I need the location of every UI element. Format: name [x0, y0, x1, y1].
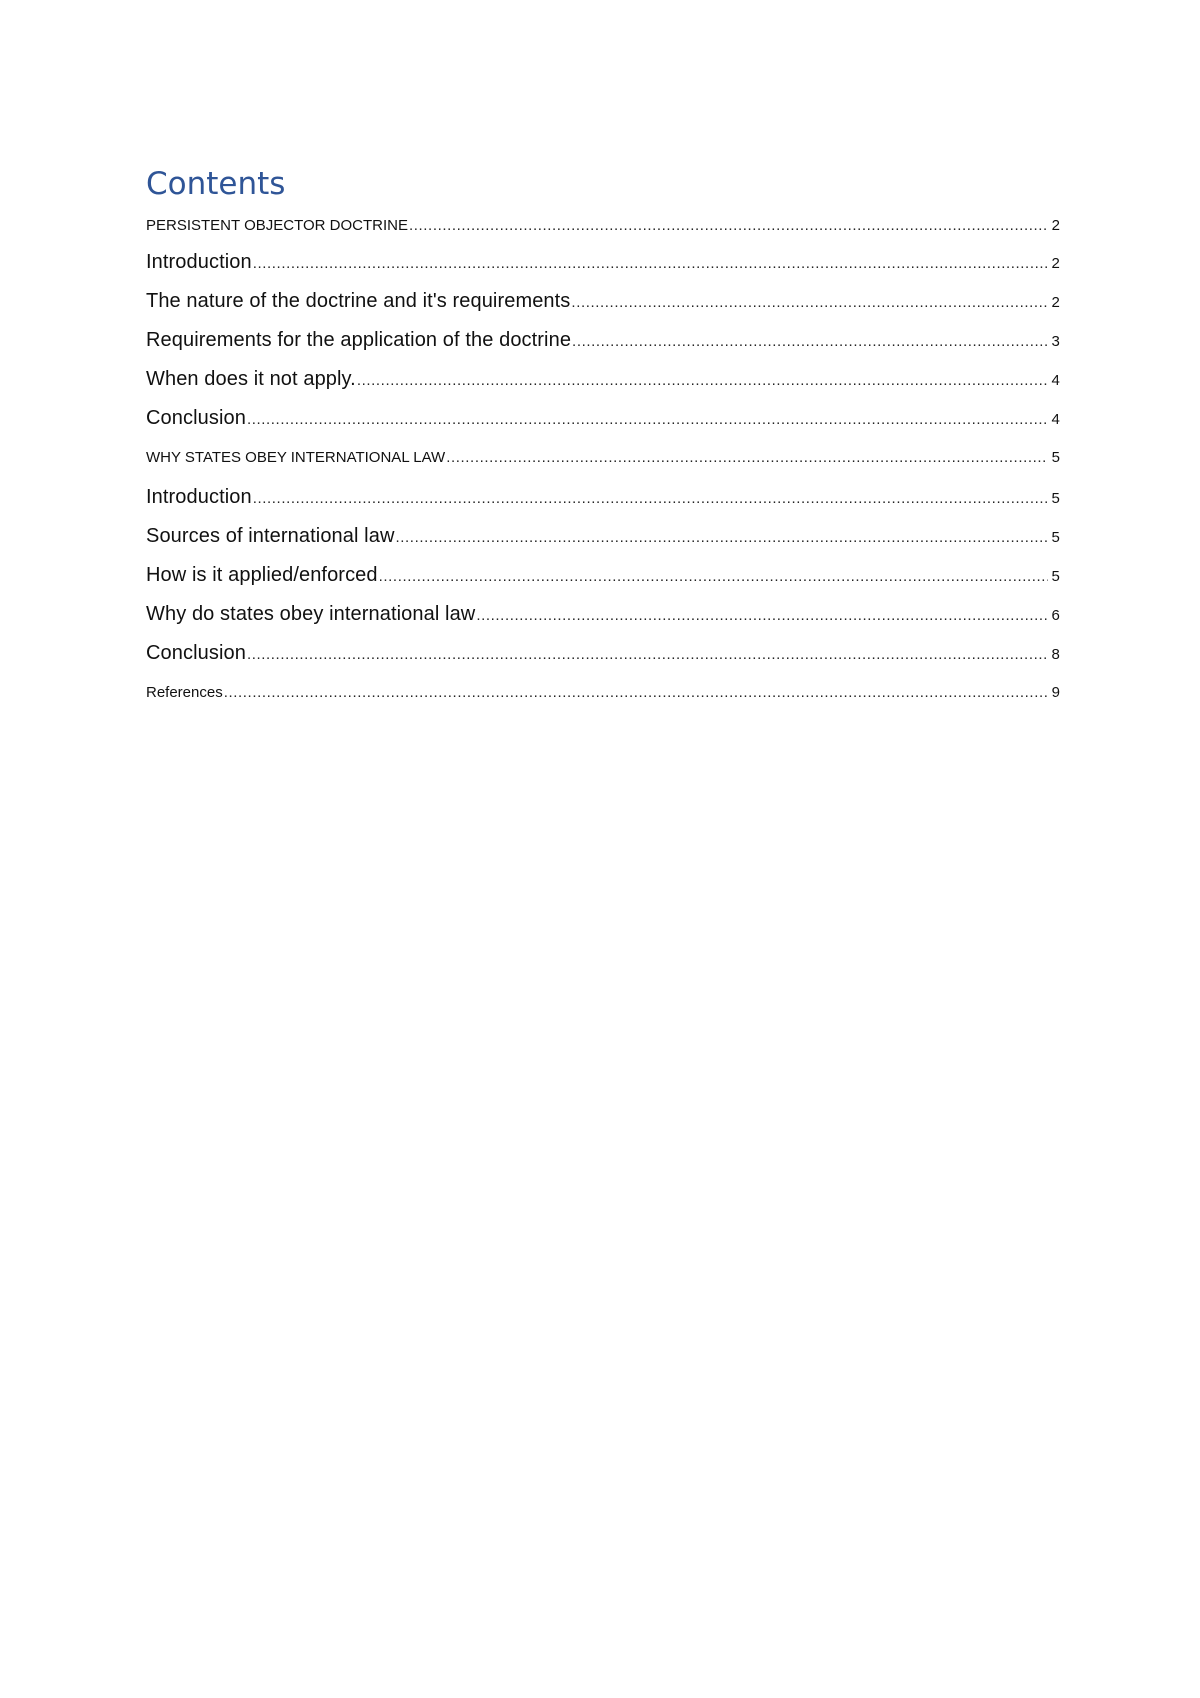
toc-dot-leader	[446, 438, 1048, 478]
toc-dot-leader	[224, 673, 1048, 713]
toc-entry-introduction-2[interactable]	[146, 478, 1060, 517]
toc-entry-label: Sources of international law	[146, 525, 395, 548]
toc-entry-when-not-apply[interactable]	[146, 360, 1060, 399]
toc-dot-leader	[253, 244, 1048, 283]
toc-page-number: 6	[1051, 607, 1060, 625]
toc-page-number: 3	[1051, 333, 1060, 351]
toc-entry-label: Introduction	[146, 251, 252, 274]
toc-dot-leader	[253, 479, 1048, 518]
toc-entry-label: How is it applied/enforced	[146, 564, 378, 587]
toc-page-number: 8	[1051, 646, 1060, 664]
toc-dot-leader	[571, 283, 1048, 322]
toc-title: Contents	[146, 166, 286, 202]
toc-page-number: 4	[1051, 411, 1060, 429]
toc-entry-label: WHY STATES OBEY INTERNATIONAL LAW	[146, 449, 446, 467]
toc-dot-leader	[476, 596, 1048, 635]
toc-page-number: 2	[1051, 255, 1060, 273]
toc-entry-conclusion-2[interactable]	[146, 634, 1060, 673]
toc-list	[146, 209, 1060, 713]
toc-entry-references[interactable]	[146, 673, 1060, 713]
toc-dot-leader	[247, 400, 1048, 439]
toc-entry-label: Conclusion	[146, 642, 246, 665]
toc-entry-nature-of-doctrine[interactable]	[146, 282, 1060, 321]
toc-entry-why-do-states-obey[interactable]	[146, 595, 1060, 634]
toc-entry-sources-international-law[interactable]	[146, 517, 1060, 556]
toc-entry-label: References	[146, 684, 223, 702]
toc-entry-why-states-obey[interactable]	[146, 438, 1060, 478]
toc-entry-label: The nature of the doctrine and it's requirements	[146, 290, 571, 313]
toc-page-number: 2	[1051, 217, 1060, 235]
toc-dot-leader	[572, 322, 1048, 361]
toc-entry-label: Conclusion	[146, 407, 246, 430]
toc-page-number: 5	[1051, 449, 1060, 467]
toc-page-number: 5	[1051, 568, 1060, 586]
toc-dot-leader	[379, 557, 1048, 596]
toc-dot-leader	[357, 361, 1048, 400]
toc-page-number: 5	[1051, 529, 1060, 547]
toc-entry-label: When does it not apply.	[146, 368, 356, 391]
toc-entry-label: Introduction	[146, 486, 252, 509]
toc-entry-persistent-objector-doctrine[interactable]	[146, 209, 1060, 243]
toc-page-number: 2	[1051, 294, 1060, 312]
toc-entry-introduction-1[interactable]	[146, 243, 1060, 282]
document-page	[146, 166, 1060, 713]
toc-entry-label: Requirements for the application of the doctrine	[146, 329, 572, 352]
toc-dot-leader	[409, 209, 1048, 243]
toc-page-number: 5	[1051, 490, 1060, 508]
toc-entry-label: PERSISTENT OBJECTOR DOCTRINE	[146, 217, 408, 235]
toc-entry-label: Why do states obey international law	[146, 603, 476, 626]
toc-entry-requirements-application[interactable]	[146, 321, 1060, 360]
toc-entry-how-applied-enforced[interactable]	[146, 556, 1060, 595]
toc-page-number: 9	[1051, 684, 1060, 702]
toc-page-number: 4	[1051, 372, 1060, 390]
toc-dot-leader	[396, 518, 1049, 557]
toc-entry-conclusion-1[interactable]	[146, 399, 1060, 438]
toc-dot-leader	[247, 635, 1048, 674]
